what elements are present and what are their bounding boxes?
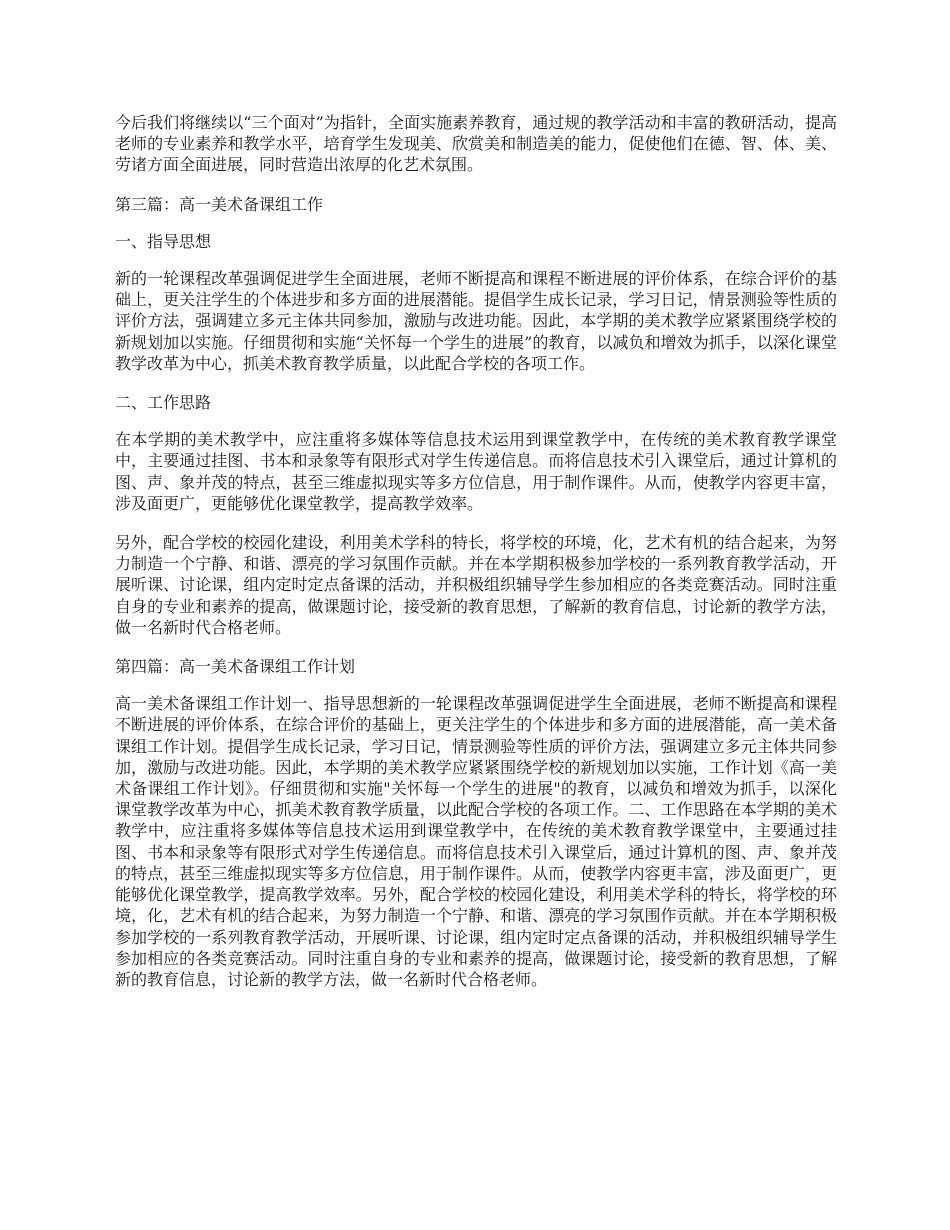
section-heading-part-4: 第四篇：高一美术备课组工作计划: [115, 657, 356, 677]
subheading-guiding-thought: 一、指导思想: [115, 231, 212, 251]
paragraph-guiding-thought: 新的一轮课程改革强调促进学生全面进展，老师不断提高和课程不断进展的评价体系，在综合评价的基础上，更关注学生的个体进步和多方面的进展潜能。提倡学生成长记录，学习日记，情景测验等性质的评价方法，强调建立多元主体共同参加，激励与改进功能。因此，本学期的美术教学应紧紧围绕学校的新规划加以实施。仔细贯彻和实施“关怀每一个学生的进展”的教育，以减负和增效为抓手，以深化课堂教学改革为中心，抓美术教育教学质量，以此配合学校的各项工作。: [115, 269, 837, 373]
paragraph-intro: 今后我们将继续以“三个面对”为指针，全面实施素养教育，通过规的教学活动和丰富的教研活动，提高老师的专业素养和教学水平，培育学生发现美、欣赏美和制造美的能力，促使他们在德、智、体、美、劳诸方面全面进展，同时营造出浓厚的化艺术氛围。: [115, 113, 837, 175]
document-body: [115, 112, 837, 1008]
paragraph-campus-culture: 另外，配合学校的校园化建设，利用美术学科的特长，将学校的环境，化，艺术有机的结合起来，为努力制造一个宁静、和谐、漂亮的学习氛围作贡献。并在本学期积极参加学校的一系列教育教学活动，开展听课、讨论课，组内定时定点备课的活动，并积极组织辅导学生参加相应的各类竞赛活动。同时注重自身的专业和素养的提高，做课题讨论，接受新的教育思想，了解新的教育信息，讨论新的教学方法，做一名新时代合格老师。: [115, 533, 837, 637]
subheading-work-approach: 二、工作思路: [115, 393, 212, 413]
paragraph-work-approach: 在本学期的美术教学中，应注重将多媒体等信息技术运用到课堂教学中，在传统的美术教育教学课堂中，主要通过挂图、书本和录象等有限形式对学生传递信息。而将信息技术引入课堂后，通过计算机的图、声、象并茂的特点，甚至三维虚拟现实等多方位信息，用于制作课件。从而，使教学内容更丰富，涉及面更广，更能够优化课堂教学，提高教学效率。: [115, 430, 837, 513]
paragraph-work-plan: 高一美术备课组工作计划一、指导思想新的一轮课程改革强调促进学生全面进展，老师不断提高和课程不断进展的评价体系，在综合评价的基础上，更关注学生的个体进步和多方面的进展潜能，高一美术备课组工作计划。提倡学生成长记录，学习日记，情景测验等性质的评价方法，强调建立多元主体共同参加，激励与改进功能。因此，本学期的美术教学应紧紧围绕学校的新规划加以实施，工作计划《高一美术备课组工作计划》。仔细贯彻和实施"关怀每一个学生的进展"的教育，以减负和增效为抓手，以深化课堂教学改革为中心，抓美术教育教学质量，以此配合学校的各项工作。二、工作思路在本学期的美术教学中，应注重将多媒体等信息技术运用到课堂教学中，在传统的美术教育教学课堂中，主要通过挂图、书本和录象等有限形式对学生传递信息。而将信息技术引入课堂后，通过计算机的图、声、象并茂的特点，甚至三维虚拟现实等多方位信息，用于制作课件。从而，使教学内容更丰富，涉及面更广，更能够优化课堂教学，提高教学效率。另外，配合学校的校园化建设，利用美术学科的特长，将学校的环境，化，艺术有机的结合起来，为努力制造一个宁静、和谐、漂亮的学习氛围作贡献。并在本学期积极参加学校的一系列教育教学活动，开展听课、讨论课，组内定时定点备课的活动，并积极组织辅导学生参加相应的各类竞赛活动。同时注重自身的专业和素养的提高，做课题讨论，接受新的教育思想，了解新的教育信息，讨论新的教学方法，做一名新时代合格老师。: [115, 694, 837, 989]
section-heading-part-3: 第三篇：高一美术备课组工作: [115, 194, 324, 214]
